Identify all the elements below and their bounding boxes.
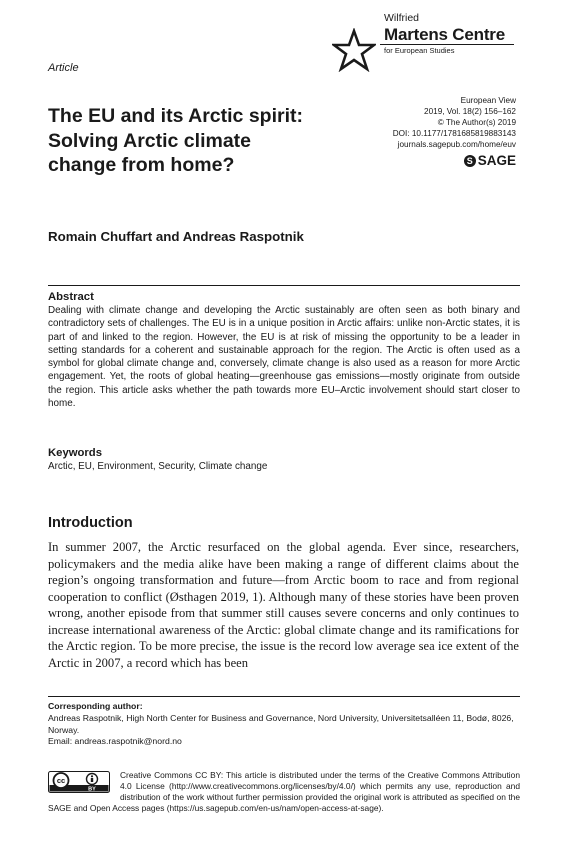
star-icon [332, 28, 376, 72]
corresponding-email[interactable]: Email: andreas.raspotnik@nord.no [48, 736, 182, 747]
sage-logo [464, 153, 516, 168]
license-text: Creative Commons CC BY: This article is distributed under the terms of the Creative Commons Attribution 4.0 License (http://www.creativecommons.org/licenses/by/4.0/) which permits any use, reproduction and distribution of the work without further permission provided the original work is attributed as specified on the SAGE and Open Access pages (https://us.sagepub.com/en-us/nam/open-access-at-sage). [48, 770, 520, 814]
doi: DOI: 10.1177/1781685819883143 [392, 129, 516, 138]
cc-by-label: BY [88, 786, 96, 793]
svg-text:cc: cc [56, 776, 66, 786]
publisher-logo [332, 6, 532, 86]
logo-line1: Wilfried [384, 12, 420, 24]
introduction-heading: Introduction [48, 515, 133, 531]
corresponding-heading: Corresponding author: [48, 701, 143, 711]
article-type-label: Article [48, 62, 79, 74]
introduction-text: In summer 2007, the Arctic resurfaced on the global agenda. Ever since, researchers, policymakers and the media alike have been making a range of different claims about the region’s ongoing transformation and future—from Arctic boom to race and from regional cooperation to conflict (Østhagen 2019, 1). Although many of these stories have been proven wrong, another episode from that summer still causes severe concerns and only continues to increase international awareness of the Arctic: global climate change and its ramifications for the Arctic region. To be more precise, the issue is the record low average sea ice extent of the Arctic in 2007, a record which has been [48, 540, 519, 670]
journal-url[interactable]: journals.sagepub.com/home/euv [397, 140, 516, 149]
keywords-heading: Keywords [48, 447, 102, 459]
abstract-text: Dealing with climate change and developing the Arctic sustainably are often seen as both binary and contradictory sets of challenges. The EU is in a unique position in Arctic affairs: unlike non-Arctic states, it is part of and linked to the region. However, the EU is at risk of missing the opportunity to be a leader in setting standards for a coherent and sustainable approach for the region. The Arctic is often used as a symbol for global climate change and, conversely, climate change is also used as a reason for more Arctic engagement. Yet, the roots of global heating—greenhouse gas emissions—mostly originate from outside the region. This article asks whether the path towards more EU–Arctic involvement should start closer to home. [48, 305, 520, 409]
corresponding-address: Andreas Raspotnik, High North Center for Business and Governance, Nord University, Universitetsalléen 11, Bodø, 8026, Norway. [48, 712, 514, 735]
license-notice [48, 770, 520, 814]
authors: Romain Chuffart and Andreas Raspotnik [48, 229, 304, 244]
publication-info [393, 95, 516, 150]
abstract-heading: Abstract [48, 291, 94, 303]
citation: 2019, Vol. 18(2) 156–162 [424, 107, 516, 116]
cc-by-icon [48, 771, 110, 793]
journal-name: European View [460, 96, 516, 105]
keywords-section [48, 447, 520, 473]
article-title [48, 104, 348, 178]
copyright: © The Author(s) 2019 [437, 118, 516, 127]
title-line-2: Solving Arctic climate [48, 129, 252, 152]
sage-name: SAGE [477, 153, 516, 168]
title-line-1: The EU and its Arctic spirit: [48, 105, 303, 127]
title-line-3: change from home? [48, 154, 235, 176]
sage-s-icon: S [464, 155, 476, 167]
corresponding-author [48, 696, 520, 748]
keywords-text: Arctic, EU, Environment, Security, Climate change [48, 461, 268, 472]
abstract-section [48, 285, 520, 410]
logo-rule [380, 44, 514, 45]
logo-line2: Martens Centre [384, 25, 505, 44]
logo-line3: for European Studies [384, 46, 455, 55]
